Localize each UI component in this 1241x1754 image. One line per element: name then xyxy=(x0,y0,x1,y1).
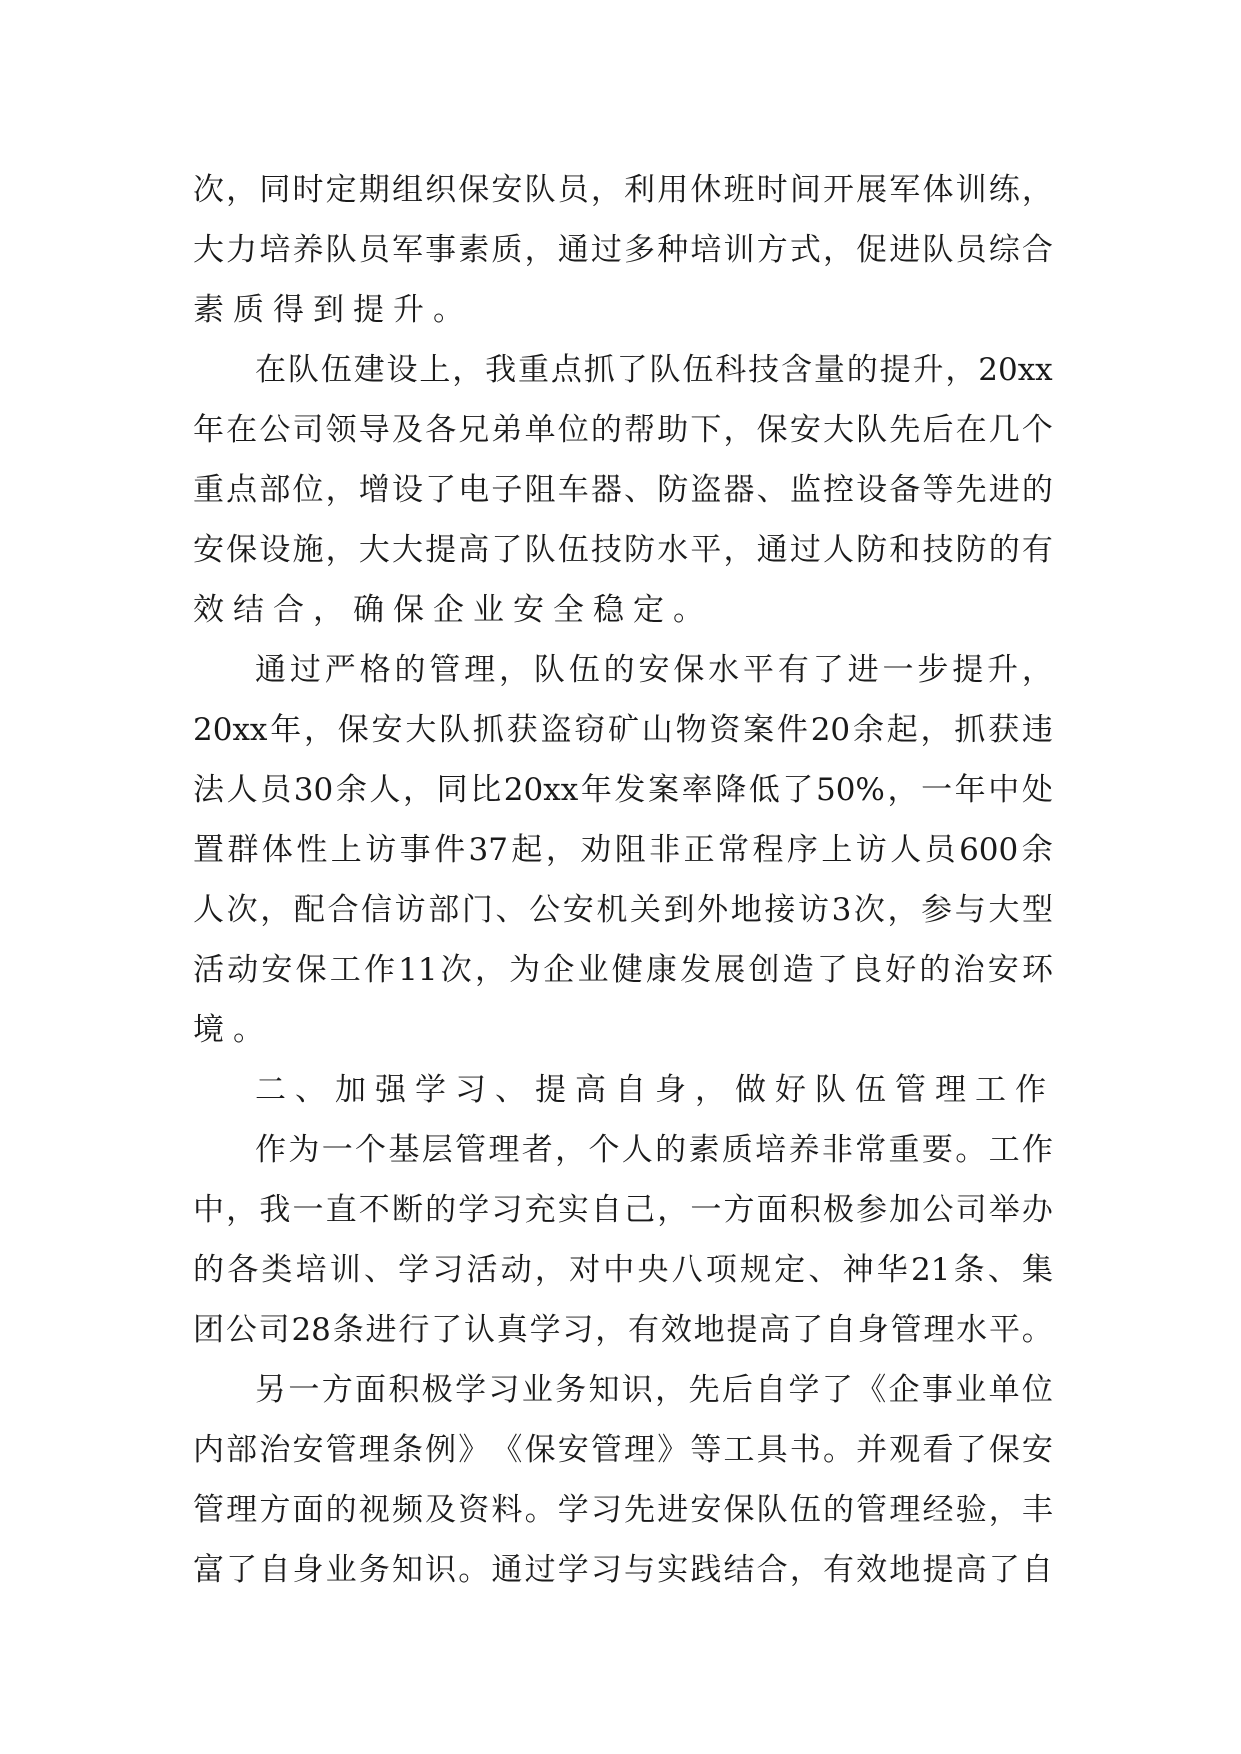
text-line: 作 为 一 个 基 层 管 理 者 ， 个 人 的 素 质 培 养 非 常 重 要 。 工 作 xyxy=(255,1132,1053,1168)
text-line: 法 人 员 30 余 人 ， 同 比 20xx 年 发 案 率 降 低 了 50% ， 一 年 中 处 xyxy=(193,772,1053,808)
text-line: 的 各 类 培 训 、 学 习 活 动 ， 对 中 央 八 项 规 定 、 神 华 21 条 、 集 xyxy=(193,1252,1053,1288)
text-line: 管 理 方 面 的 视 频 及 资 料 。 学 习 先 进 安 保 队 伍 的 管 理 经 验 ， 丰 xyxy=(193,1492,1053,1528)
text-line: 置 群 体 性 上 访 事 件 37 起 ， 劝 阻 非 正 常 程 序 上 访 人 员 600 余 xyxy=(193,832,1053,868)
text-line: 次 ， 同 时 定 期 组 织 保 安 队 员 ， 利 用 休 班 时 间 开 展 军 体 训 练 ， xyxy=(193,172,1053,208)
text-line: 活 动 安 保 工 作 11 次 ， 为 企 业 健 康 发 展 创 造 了 良 好 的 治 安 环 xyxy=(193,952,1053,988)
text-line: 通 过 严 格 的 管 理 ， 队 伍 的 安 保 水 平 有 了 进 一 步 提 升 ， xyxy=(255,652,1053,688)
document-body xyxy=(193,160,1053,1600)
text-line: 年 在 公 司 领 导 及 各 兄 弟 单 位 的 帮 助 下 ， 保 安 大 队 先 后 在 几 个 xyxy=(193,412,1053,448)
text-line: 素质得到提升。 xyxy=(193,292,473,328)
text-line: 团 公 司 28 条 进 行 了 认 真 学 习 ， 有 效 地 提 高 了 自 身 管 理 水 平 。 xyxy=(193,1312,1053,1348)
text-line: 中 ， 我 一 直 不 断 的 学 习 充 实 自 己 ， 一 方 面 积 极 参 加 公 司 举 办 xyxy=(193,1192,1053,1228)
text-line: 境。 xyxy=(193,1012,273,1048)
text-line: 20xx 年 ， 保 安 大 队 抓 获 盗 窃 矿 山 物 资 案 件 20 余 起 ， 抓 获 违 xyxy=(193,712,1053,748)
text-line: 安 保 设 施 ， 大 大 提 高 了 队 伍 技 防 水 平 ， 通 过 人 防 和 技 防 的 有 xyxy=(193,532,1053,568)
text-line: 人 次 ， 配 合 信 访 部 门 、 公 安 机 关 到 外 地 接 访 3 次 ， 参 与 大 型 xyxy=(193,892,1053,928)
text-line: 在 队 伍 建 设 上 ， 我 重 点 抓 了 队 伍 科 技 含 量 的 提 升 ， 20xx xyxy=(255,352,1053,388)
text-line: 内 部 治 安 管 理 条 例 》 《 保 安 管 理 》 等 工 具 书 。 并 观 看 了 保 安 xyxy=(193,1432,1053,1468)
text-line: 效结合，确保企业安全稳定。 xyxy=(193,592,713,628)
text-line: 重 点 部 位 ， 增 设 了 电 子 阻 车 器 、 防 盗 器 、 监 控 设 备 等 先 进 的 xyxy=(193,472,1053,508)
text-line: 大 力 培 养 队 员 军 事 素 质 ， 通 过 多 种 培 训 方 式 ， 促 进 队 员 综 合 xyxy=(193,232,1053,268)
text-line: 另 一 方 面 积 极 学 习 业 务 知 识 ， 先 后 自 学 了 《 企 事 业 单 位 xyxy=(255,1372,1053,1408)
text-line: 富 了 自 身 业 务 知 识 。 通 过 学 习 与 实 践 结 合 ， 有 效 地 提 高 了 自 xyxy=(193,1552,1053,1588)
text-line: 二、加强学习、提高自身，做好队伍管理工作 xyxy=(255,1072,1055,1108)
